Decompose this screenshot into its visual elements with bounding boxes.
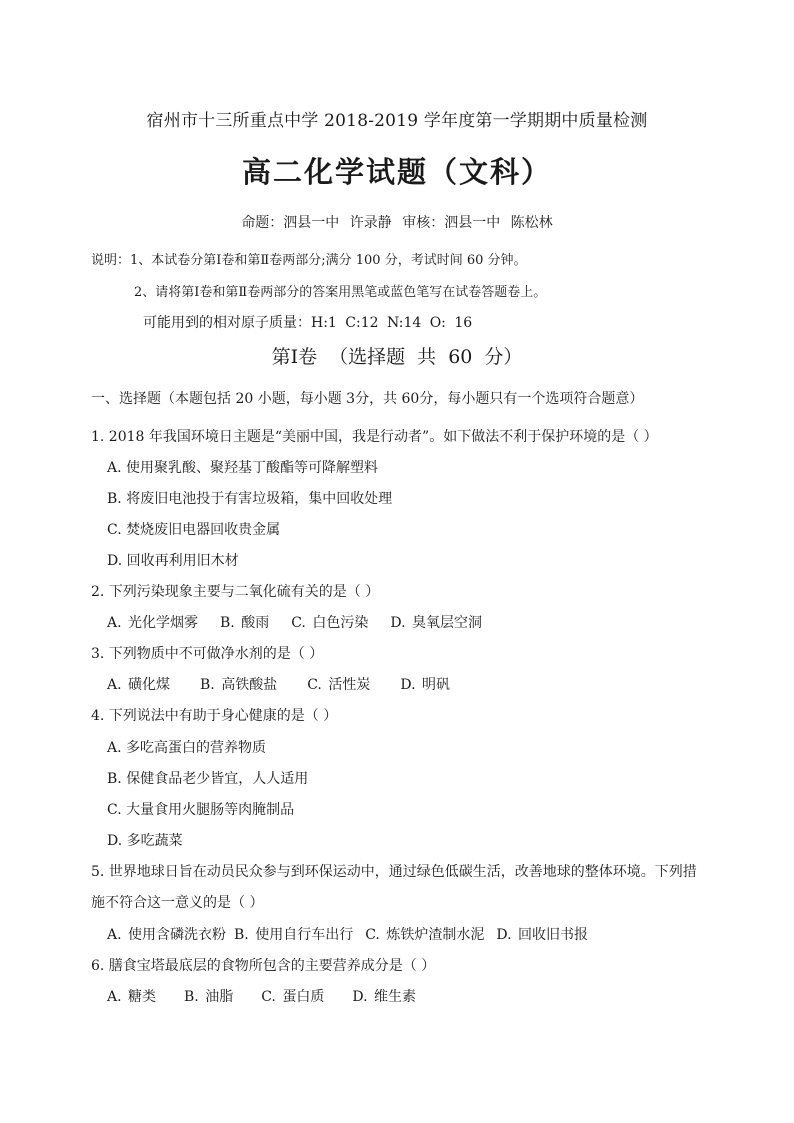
question-stem: 1. 2018 年我国环境日主题是“美丽中国，我是行动者”。如下做法不利于保护环境的是（ ） [91, 429, 658, 445]
exam-title: 高二化学试题（文科） [241, 155, 552, 189]
question-option: B. 保健食品老少皆宜，人人适用 [107, 771, 309, 787]
question-option: D. 臭氧层空洞 [390, 615, 482, 631]
question-stem-continued: 施不符合这一意义的是（ ） [91, 895, 264, 911]
question-option: C. 焚烧废旧电器回收贵金属 [107, 522, 281, 538]
question-option: C. 白色污染 [291, 615, 369, 631]
question-stem: 6. 膳食宝塔最底层的食物所包含的主要营养成分是（ ） [91, 958, 436, 974]
question-stem: 2. 下列污染现象主要与二氧化硫有关的是（ ） [91, 584, 380, 600]
question-option: A. 糖类 [107, 989, 157, 1005]
question-stem: 3. 下列物质中不可做净水剂的是（ ） [91, 646, 324, 662]
author-line: 命题：泗县一中 许录静 审核：泗县一中 陈松林 [241, 215, 553, 231]
question-option: B. 使用自行车出行 [234, 927, 354, 943]
question-option: D. 维生素 [352, 989, 416, 1005]
part-title: 第Ⅰ卷 （选择题 共 60 分） [271, 346, 523, 368]
question-option: C. 活性炭 [307, 677, 371, 693]
question-option: B. 酸雨 [220, 615, 270, 631]
school-header: 宿州市十三所重点中学 2018-2019 学年度第一学期期中质量检测 [146, 111, 648, 131]
question-option: B. 高铁酸盐 [200, 677, 278, 693]
question-option: C. 炼铁炉渣制水泥 [365, 927, 485, 943]
question-option: D. 回收旧书报 [496, 927, 588, 943]
question-option: B. 油脂 [184, 989, 234, 1005]
atomic-mass-line: 可能用到的相对原子质量：H:1 C:12 N:14 O: 16 [143, 315, 473, 331]
instruction-line-1: 说明：1、本试卷分第Ⅰ卷和第Ⅱ卷两部分;满分 100 分，考试时间 60 分钟。 [91, 253, 527, 268]
option-row [107, 674, 472, 694]
question-stem: 5. 世界地球日旨在动员民众参与到环保运动中，通过绿色低碳生活，改善地球的整体环境。下列措 [91, 864, 697, 880]
question-stem: 4. 下列说法中有助于身心健康的是（ ） [91, 708, 338, 724]
question-option: D. 明矾 [400, 677, 450, 693]
instruction-line-2: 2、请将第Ⅰ卷和第Ⅱ卷两部分的答案用黑笔或蓝色笔写在试卷答题卷上。 [134, 285, 547, 300]
option-row [107, 986, 438, 1006]
question-option: D. 多吃蔬菜 [107, 833, 183, 849]
option-row [107, 924, 610, 944]
section-title: 一、选择题（本题包括 20 小题，每小题 3分，共 60分，每小题只有一个选项符合题意） [91, 391, 644, 407]
question-option: D. 回收再利用旧木材 [107, 553, 239, 569]
question-option: A. 光化学烟雾 [107, 615, 199, 631]
question-option: A. 使用聚乳酸、聚羟基丁酸酯等可降解塑料 [107, 460, 379, 476]
option-row [107, 612, 504, 632]
question-option: C. 大量食用火腿肠等肉腌制品 [107, 802, 295, 818]
question-option: C. 蛋白质 [261, 989, 325, 1005]
question-option: A. 使用含磷洗衣粉 [107, 927, 227, 943]
question-option: A. 多吃高蛋白的营养物质 [107, 740, 267, 756]
question-option: B. 将废旧电池投于有害垃圾箱，集中回收处理 [107, 491, 393, 507]
question-option: A. 磺化煤 [107, 677, 171, 693]
